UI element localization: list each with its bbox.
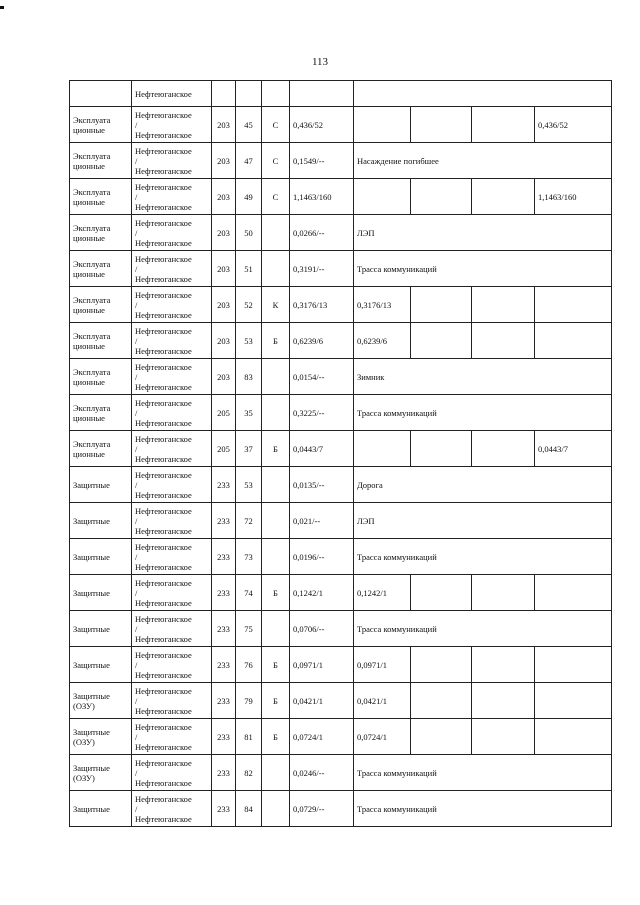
cell-code	[262, 791, 290, 827]
cell-forestry	[132, 251, 212, 287]
cell-plot	[236, 81, 262, 107]
cell-code: С	[262, 179, 290, 215]
cell-col8	[472, 719, 535, 755]
cell-col9	[535, 719, 612, 755]
forestry-sep: /	[135, 623, 138, 634]
cell-category: Эксплуата ционные	[70, 431, 132, 467]
cell-forestry	[132, 503, 212, 539]
forestry-sep: /	[135, 407, 138, 418]
table-row	[70, 395, 612, 431]
cell-code: С	[262, 143, 290, 179]
cell-col6	[354, 431, 411, 467]
forestry-forestry-bottom: Нефтеюганское	[135, 309, 192, 320]
forestry-sep: /	[135, 479, 138, 490]
forestry-sep: /	[135, 767, 138, 778]
cell-note: Трасса коммуникаций	[354, 611, 612, 647]
table-row	[70, 215, 612, 251]
forestry-forestry-top: Нефтеюганское	[135, 541, 192, 552]
forestry-sep: /	[135, 731, 138, 742]
cell-col7	[411, 647, 472, 683]
cell-quarter: 233	[212, 683, 236, 719]
cell-area: 0,3225/--	[290, 395, 354, 431]
table-row	[70, 683, 612, 719]
cell-area: 0,021/--	[290, 503, 354, 539]
cell-col8	[472, 575, 535, 611]
cell-area	[290, 81, 354, 107]
cell-col7	[411, 287, 472, 323]
table-row	[70, 467, 612, 503]
cell-notes	[354, 81, 612, 107]
cell-plot: 52	[236, 287, 262, 323]
forestry-sep: /	[135, 551, 138, 562]
cell-quarter: 203	[212, 215, 236, 251]
cell-note: Дорога	[354, 467, 612, 503]
cell-area: 0,0135/--	[290, 467, 354, 503]
forestry-forestry-bottom: Нефтеюганское	[135, 165, 192, 176]
cell-code	[262, 359, 290, 395]
cell-area: 1,1463/160	[290, 179, 354, 215]
forestry-sep: /	[135, 119, 138, 130]
table-row	[70, 431, 612, 467]
cell-col9: 0,436/52	[535, 107, 612, 143]
cell-note: Насаждение погибшее	[354, 143, 612, 179]
cell-forestry	[132, 287, 212, 323]
table-row	[70, 755, 612, 791]
forestry-forestry-bottom: Нефтеюганское	[135, 741, 192, 752]
table-row-continuation	[70, 81, 612, 107]
cell-area: 0,0196/--	[290, 539, 354, 575]
cell-code	[262, 81, 290, 107]
forestry-forestry-top: Нефтеюганское	[135, 433, 192, 444]
forestry-forestry-top: Нефтеюганское	[135, 145, 192, 156]
cell-quarter: 233	[212, 791, 236, 827]
cell-category	[70, 81, 132, 107]
cell-code: Б	[262, 323, 290, 359]
forestry-forestry-bottom: Нефтеюганское	[135, 777, 192, 788]
table-row	[70, 359, 612, 395]
cell-forestry	[132, 611, 212, 647]
cell-code	[262, 467, 290, 503]
cell-quarter: 233	[212, 467, 236, 503]
cell-quarter: 233	[212, 755, 236, 791]
cell-category: Защитные (ОЗУ)	[70, 719, 132, 755]
cell-quarter: 205	[212, 431, 236, 467]
cell-plot: 51	[236, 251, 262, 287]
cell-area: 0,436/52	[290, 107, 354, 143]
cell-col6	[354, 107, 411, 143]
forestry-forestry-top: Нефтеюганское	[135, 217, 192, 228]
forestry-forestry-top: Нефтеюганское	[135, 793, 192, 804]
table-row	[70, 503, 612, 539]
forestry-forestry-top: Нефтеюганское	[135, 361, 192, 372]
cell-plot: 82	[236, 755, 262, 791]
cell-quarter: 203	[212, 323, 236, 359]
cell-category: Эксплуата ционные	[70, 323, 132, 359]
forestry-forestry-bottom: Нефтеюганское	[135, 561, 192, 572]
cell-plot: 84	[236, 791, 262, 827]
cell-code: С	[262, 107, 290, 143]
cell-col8	[472, 179, 535, 215]
cell-quarter: 233	[212, 575, 236, 611]
cell-quarter: 203	[212, 251, 236, 287]
cell-plot: 50	[236, 215, 262, 251]
cell-col8	[472, 323, 535, 359]
forestry-sep: /	[135, 443, 138, 454]
table-row	[70, 575, 612, 611]
cell-area: 0,0706/--	[290, 611, 354, 647]
table-row	[70, 323, 612, 359]
forestry-forestry-bottom: Нефтеюганское	[135, 237, 192, 248]
cell-col9: 0,0443/7	[535, 431, 612, 467]
cell-code	[262, 755, 290, 791]
forestry-sep: /	[135, 191, 138, 202]
cell-note: Трасса коммуникаций	[354, 395, 612, 431]
cell-forestry: Нефтеюганское	[132, 81, 212, 107]
cell-code: Б	[262, 647, 290, 683]
cell-code	[262, 251, 290, 287]
table-row	[70, 107, 612, 143]
cell-category: Эксплуата ционные	[70, 359, 132, 395]
forestry-forestry-top: Нефтеюганское	[135, 181, 192, 192]
forestry-forestry-top: Нефтеюганское	[135, 109, 192, 120]
cell-area: 0,0729/--	[290, 791, 354, 827]
cell-note: ЛЭП	[354, 215, 612, 251]
cell-code: Б	[262, 575, 290, 611]
cell-col8	[472, 683, 535, 719]
cell-category: Эксплуата ционные	[70, 251, 132, 287]
cell-forestry	[132, 575, 212, 611]
forestry-forestry-bottom: Нефтеюганское	[135, 525, 192, 536]
cell-note: Трасса коммуникаций	[354, 791, 612, 827]
cell-forestry	[132, 323, 212, 359]
cell-category: Защитные	[70, 791, 132, 827]
cell-col9	[535, 683, 612, 719]
cell-note: Зимник	[354, 359, 612, 395]
table-body	[70, 81, 612, 827]
forestry-forestry-bottom: Нефтеюганское	[135, 129, 192, 140]
cell-code	[262, 215, 290, 251]
forestry-forestry-bottom: Нефтеюганское	[135, 345, 192, 356]
cell-area: 0,0266/--	[290, 215, 354, 251]
cell-col9	[535, 575, 612, 611]
cell-col9: 1,1463/160	[535, 179, 612, 215]
cell-col6: 0,1242/1	[354, 575, 411, 611]
cell-forestry	[132, 215, 212, 251]
forestry-forestry-top: Нефтеюганское	[135, 397, 192, 408]
cell-category: Эксплуата ционные	[70, 215, 132, 251]
forestry-forestry-bottom: Нефтеюганское	[135, 633, 192, 644]
cell-area: 0,3191/--	[290, 251, 354, 287]
land-plots-table	[69, 80, 612, 827]
cell-col9	[535, 287, 612, 323]
cell-category: Защитные (ОЗУ)	[70, 755, 132, 791]
cell-col8	[472, 287, 535, 323]
cell-code	[262, 539, 290, 575]
cell-area: 0,0971/1	[290, 647, 354, 683]
cell-col7	[411, 719, 472, 755]
forestry-sep: /	[135, 803, 138, 814]
forestry-forestry-bottom: Нефтеюганское	[135, 453, 192, 464]
cell-code: Б	[262, 683, 290, 719]
cell-quarter: 233	[212, 539, 236, 575]
cell-forestry	[132, 539, 212, 575]
cell-note: ЛЭП	[354, 503, 612, 539]
table-row	[70, 539, 612, 575]
cell-quarter: 203	[212, 287, 236, 323]
cell-col6: 0,6239/6	[354, 323, 411, 359]
forestry-forestry-bottom: Нефтеюганское	[135, 813, 192, 824]
cell-code	[262, 503, 290, 539]
forestry-forestry-top: Нефтеюганское	[135, 505, 192, 516]
cell-category: Защитные	[70, 467, 132, 503]
forestry-forestry-top: Нефтеюганское	[135, 577, 192, 588]
forestry-forestry-bottom: Нефтеюганское	[135, 273, 192, 284]
cell-plot: 73	[236, 539, 262, 575]
cell-code: Б	[262, 431, 290, 467]
table-row	[70, 251, 612, 287]
cell-col6	[354, 179, 411, 215]
table-row	[70, 179, 612, 215]
cell-plot: 53	[236, 323, 262, 359]
cell-category: Эксплуата ционные	[70, 395, 132, 431]
cell-quarter: 203	[212, 143, 236, 179]
forestry-forestry-top: Нефтеюганское	[135, 649, 192, 660]
forestry-forestry-bottom: Нефтеюганское	[135, 201, 192, 212]
cell-col6: 0,0421/1	[354, 683, 411, 719]
cell-col9	[535, 323, 612, 359]
cell-col8	[472, 107, 535, 143]
cell-col7	[411, 179, 472, 215]
forestry-forestry-top: Нефтеюганское	[135, 757, 192, 768]
forestry-forestry-top: Нефтеюганское	[135, 613, 192, 624]
cell-category: Эксплуата ционные	[70, 107, 132, 143]
table-row	[70, 719, 612, 755]
cell-note: Трасса коммуникаций	[354, 755, 612, 791]
forestry-sep: /	[135, 227, 138, 238]
cell-plot: 47	[236, 143, 262, 179]
cell-col6: 0,0724/1	[354, 719, 411, 755]
cell-plot: 75	[236, 611, 262, 647]
cell-code: Б	[262, 719, 290, 755]
cell-quarter: 233	[212, 647, 236, 683]
cell-forestry	[132, 755, 212, 791]
cell-category: Эксплуата ционные	[70, 179, 132, 215]
forestry-forestry-top: Нефтеюганское	[135, 325, 192, 336]
forestry-forestry-top: Нефтеюганское	[135, 289, 192, 300]
cell-plot: 45	[236, 107, 262, 143]
table-row	[70, 143, 612, 179]
forestry-forestry-top: Нефтеюганское	[135, 253, 192, 264]
cell-area: 0,0154/--	[290, 359, 354, 395]
cell-note: Трасса коммуникаций	[354, 539, 612, 575]
forestry-sep: /	[135, 335, 138, 346]
cell-plot: 37	[236, 431, 262, 467]
cell-category: Защитные	[70, 611, 132, 647]
forestry-forestry-bottom: Нефтеюганское	[135, 597, 192, 608]
cell-quarter: 233	[212, 611, 236, 647]
cell-forestry	[132, 647, 212, 683]
cell-forestry	[132, 791, 212, 827]
cell-area: 0,0421/1	[290, 683, 354, 719]
cell-category: Эксплуата ционные	[70, 143, 132, 179]
cell-category: Защитные	[70, 575, 132, 611]
forestry-forestry-top: Нефтеюганское	[135, 721, 192, 732]
cell-quarter: 233	[212, 719, 236, 755]
cell-quarter: 203	[212, 179, 236, 215]
cell-area: 0,1242/1	[290, 575, 354, 611]
cell-area: 0,1549/--	[290, 143, 354, 179]
forestry-forestry-bottom: Нефтеюганское	[135, 489, 192, 500]
cell-col7	[411, 683, 472, 719]
table-row	[70, 287, 612, 323]
forestry-forestry-top: Нефтеюганское	[135, 685, 192, 696]
cell-quarter: 203	[212, 107, 236, 143]
cell-forestry	[132, 179, 212, 215]
cell-forestry	[132, 395, 212, 431]
cell-plot: 35	[236, 395, 262, 431]
cell-col8	[472, 647, 535, 683]
cell-code	[262, 611, 290, 647]
forestry-sep: /	[135, 299, 138, 310]
cell-col9	[535, 647, 612, 683]
cell-area: 0,3176/13	[290, 287, 354, 323]
cell-category: Защитные	[70, 539, 132, 575]
forestry-sep: /	[135, 263, 138, 274]
cell-col7	[411, 575, 472, 611]
cell-col7	[411, 431, 472, 467]
cell-plot: 76	[236, 647, 262, 683]
forestry-sep: /	[135, 371, 138, 382]
forestry-forestry-bottom: Нефтеюганское	[135, 705, 192, 716]
cell-forestry	[132, 107, 212, 143]
cell-forestry	[132, 683, 212, 719]
forestry-sep: /	[135, 515, 138, 526]
cell-quarter: 205	[212, 395, 236, 431]
cell-category: Защитные (ОЗУ)	[70, 683, 132, 719]
forestry-forestry-bottom: Нефтеюганское	[135, 669, 192, 680]
forestry-sep: /	[135, 155, 138, 166]
cell-area: 0,6239/6	[290, 323, 354, 359]
cell-quarter: 203	[212, 359, 236, 395]
cell-quarter: 233	[212, 503, 236, 539]
cell-area: 0,0724/1	[290, 719, 354, 755]
cell-area: 0,0443/7	[290, 431, 354, 467]
cell-category: Защитные	[70, 647, 132, 683]
forestry-sep: /	[135, 587, 138, 598]
forestry-sep: /	[135, 659, 138, 670]
forestry-forestry-bottom: Нефтеюганское	[135, 417, 192, 428]
cell-forestry	[132, 143, 212, 179]
cell-forestry	[132, 467, 212, 503]
forestry-sep: /	[135, 695, 138, 706]
cell-code	[262, 395, 290, 431]
cell-plot: 74	[236, 575, 262, 611]
cell-area: 0,0246/--	[290, 755, 354, 791]
cell-col7	[411, 107, 472, 143]
cell-col8	[472, 431, 535, 467]
cell-category: Эксплуата ционные	[70, 287, 132, 323]
cell-quarter	[212, 81, 236, 107]
table-row	[70, 611, 612, 647]
cell-plot: 81	[236, 719, 262, 755]
page-number: 113	[311, 56, 329, 68]
forestry-forestry-bottom: Нефтеюганское	[135, 381, 192, 392]
cell-plot: 72	[236, 503, 262, 539]
cell-forestry	[132, 431, 212, 467]
cell-note: Трасса коммуникаций	[354, 251, 612, 287]
cell-plot: 83	[236, 359, 262, 395]
cell-plot: 79	[236, 683, 262, 719]
cell-forestry	[132, 359, 212, 395]
forestry-forestry-top: Нефтеюганское	[135, 469, 192, 480]
cell-col6: 0,0971/1	[354, 647, 411, 683]
cell-forestry	[132, 719, 212, 755]
scan-corner-mark	[0, 6, 4, 9]
table-row	[70, 791, 612, 827]
cell-col6: 0,3176/13	[354, 287, 411, 323]
cell-plot: 49	[236, 179, 262, 215]
cell-plot: 53	[236, 467, 262, 503]
cell-code: К	[262, 287, 290, 323]
cell-category: Защитные	[70, 503, 132, 539]
table-row	[70, 647, 612, 683]
cell-col7	[411, 323, 472, 359]
